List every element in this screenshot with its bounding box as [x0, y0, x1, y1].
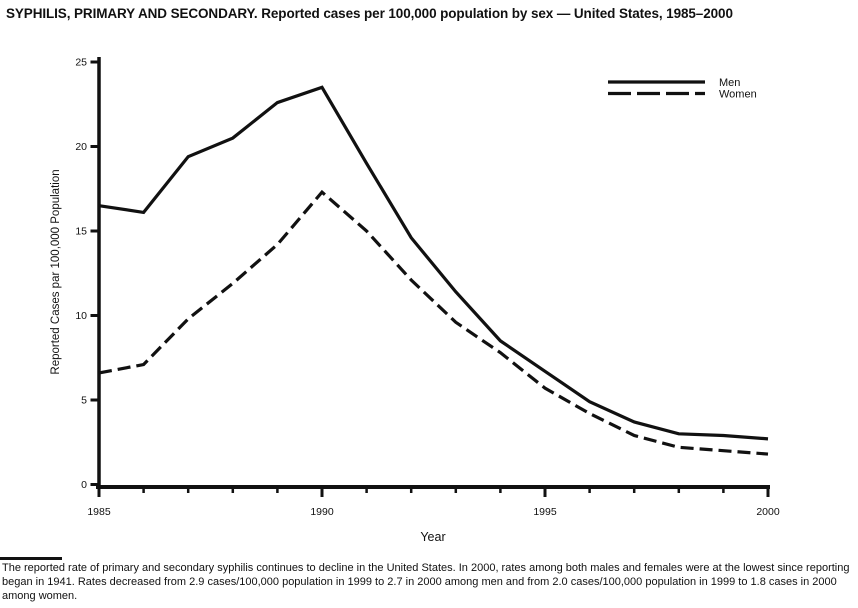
y-tick-label: 15 — [75, 225, 87, 238]
y-tick-label: 25 — [75, 56, 87, 69]
x-axis-label: Year — [420, 530, 446, 544]
x-tick-label: 2000 — [756, 506, 780, 518]
footnote-text: The reported rate of primary and secondary syphilis continues to decline in the United States. In 2000, rates among both males and females were at the lowest since reporting began in 1941. Rates decreased from 2.9 cases/100,000 population in 1999 to 2.7 in 2000 among men and from 2.0 cases/100,000 population in 1999 to 1.8 cases in 2000 among women. — [2, 562, 850, 602]
x-tick-label: 1985 — [87, 506, 111, 518]
legend-men-label: Men — [719, 77, 741, 89]
series-line-women — [99, 192, 768, 454]
legend — [608, 77, 757, 101]
y-tick-label: 0 — [81, 479, 87, 491]
x-tick-label: 1995 — [533, 506, 557, 518]
y-axis-label: Reported Cases par 100,000 Population — [50, 169, 62, 375]
chart-title: SYPHILIS, PRIMARY AND SECONDARY. Reported cases per 100,000 population by sex — United States, 1985–2000 — [6, 6, 733, 21]
plot-area — [75, 57, 780, 519]
footnote-rule — [0, 557, 62, 560]
x-tick-label: 1990 — [310, 506, 334, 518]
y-tick-label: 20 — [75, 141, 87, 153]
y-tick-label: 10 — [75, 310, 87, 322]
y-tick-label: 5 — [81, 394, 87, 407]
series-line-men — [99, 87, 768, 439]
legend-women-label: Women — [719, 88, 757, 101]
